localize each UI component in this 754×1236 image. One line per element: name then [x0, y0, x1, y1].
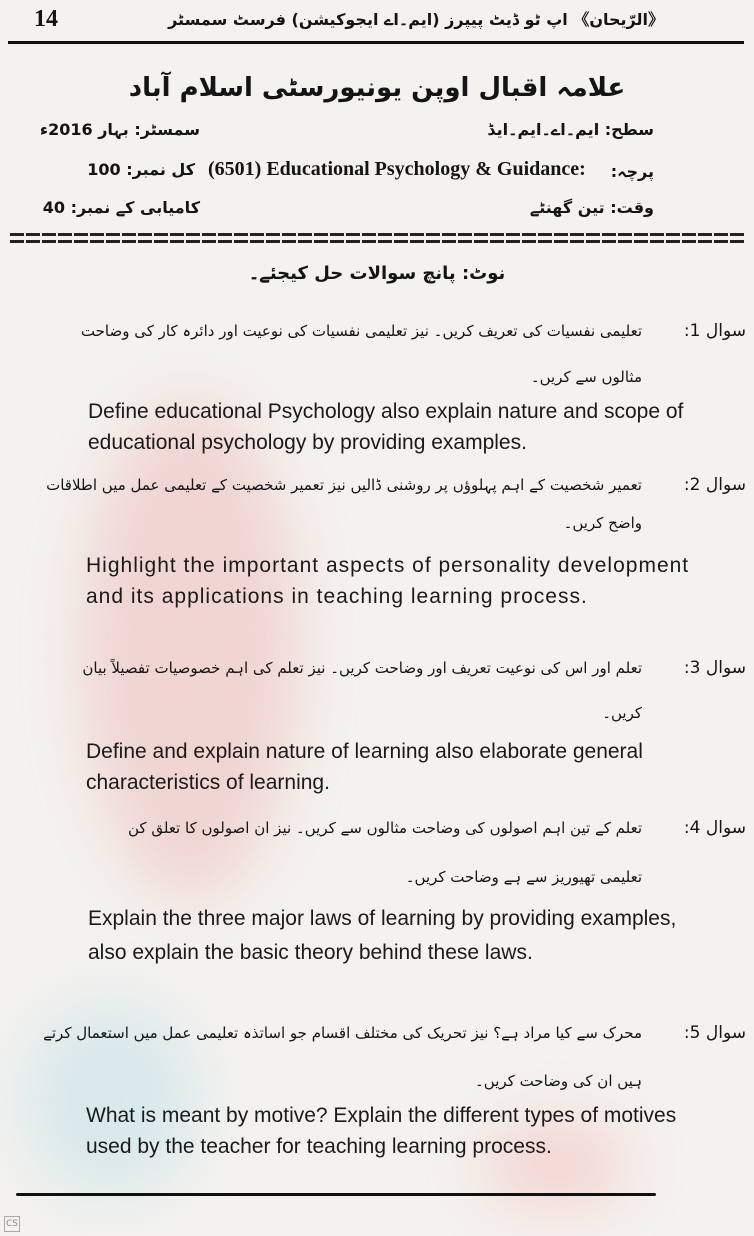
- question-label: سوال 1:: [683, 321, 746, 341]
- question-english: Explain the three major laws of learning by providing examples, also explain the basic theory behind these laws.: [88, 907, 677, 964]
- question-urdu: ہیں ان کی وضاحت کریں۔: [475, 1072, 642, 1090]
- pass-marks: کامیابی کے نمبر: 40: [42, 198, 200, 217]
- level: سطح: ایم۔اے۔ایم۔ایڈ: [487, 120, 654, 139]
- page-number: 14: [34, 6, 58, 32]
- question-urdu: واضح کریں۔: [563, 514, 642, 532]
- total-marks: کل نمبر: 100: [87, 160, 195, 179]
- question-urdu: مثالوں سے کریں۔: [530, 368, 642, 386]
- time: وقت: تین گھنٹے: [529, 198, 654, 217]
- paper-title: (6501) Educational Psychology & Guidance:: [208, 158, 586, 180]
- question-urdu: تعلم کے تین اہم اصولوں کی وضاحت مثالوں سے کریں۔ نیز ان اصولوں کا تعلق کن: [128, 819, 642, 837]
- question-label: سوال 4:: [683, 818, 746, 838]
- semester: سمسٹر: بہار 2016ء: [39, 120, 200, 139]
- question-urdu: تعلیمی نفسیات کی تعریف کریں۔ نیز تعلیمی نفسیات کی نوعیت اور دائرہ کار کی وضاحت: [80, 322, 642, 340]
- question-urdu: تعمیر شخصیت کے اہم پہلوؤں پر روشنی ڈالیں نیز تعمیر شخصیت کے تعلیمی عمل میں اطلاقات: [46, 476, 642, 494]
- question-english: Highlight the important aspects of personality development and its applications in teaching learning process.: [86, 554, 690, 608]
- question-label: سوال 5:: [683, 1023, 746, 1043]
- instruction-note: نوٹ: پانچ سوالات حل کیجئے۔: [248, 263, 506, 284]
- bottom-rule: [16, 1193, 656, 1196]
- question-label: سوال 3:: [683, 658, 746, 678]
- question-urdu: کریں۔: [602, 704, 642, 722]
- header-rule: [8, 41, 744, 44]
- university-title: علامہ اقبال اوپن یونیورسٹی اسلام آباد: [128, 73, 626, 103]
- question-label: سوال 2:: [683, 475, 746, 495]
- paper-label: پرچہ:: [610, 162, 654, 181]
- question-urdu: تعلیمی تھیوریز سے ہے وضاحت کریں۔: [405, 868, 642, 886]
- running-title: 《الرّیحان》 اپ ٹو ڈیٹ پیپرز (ایم۔اے ایجوکیشن) فرسٹ سمسٹر: [168, 10, 664, 29]
- divider: [10, 233, 744, 236]
- question-urdu: محرک سے کیا مراد ہے؟ نیز تحریک کی مختلف اقسام جو اساتذہ تعلیمی عمل میں استعمال کرتے: [43, 1024, 642, 1042]
- scanner-logo: CS: [4, 1216, 20, 1232]
- divider: [10, 240, 744, 243]
- question-english: What is meant by motive? Explain the different types of motives used by the teacher for teaching learning process.: [86, 1104, 677, 1158]
- question-english: Define and explain nature of learning also elaborate general characteristics of learning.: [86, 740, 643, 794]
- question-urdu: تعلم اور اس کی نوعیت تعریف اور وضاحت کریں۔ نیز تعلم کی اہم خصوصیات تفصیلاً بیان: [82, 659, 642, 677]
- question-english: Define educational Psychology also explain nature and scope of educational psychology by providing examples.: [88, 400, 684, 454]
